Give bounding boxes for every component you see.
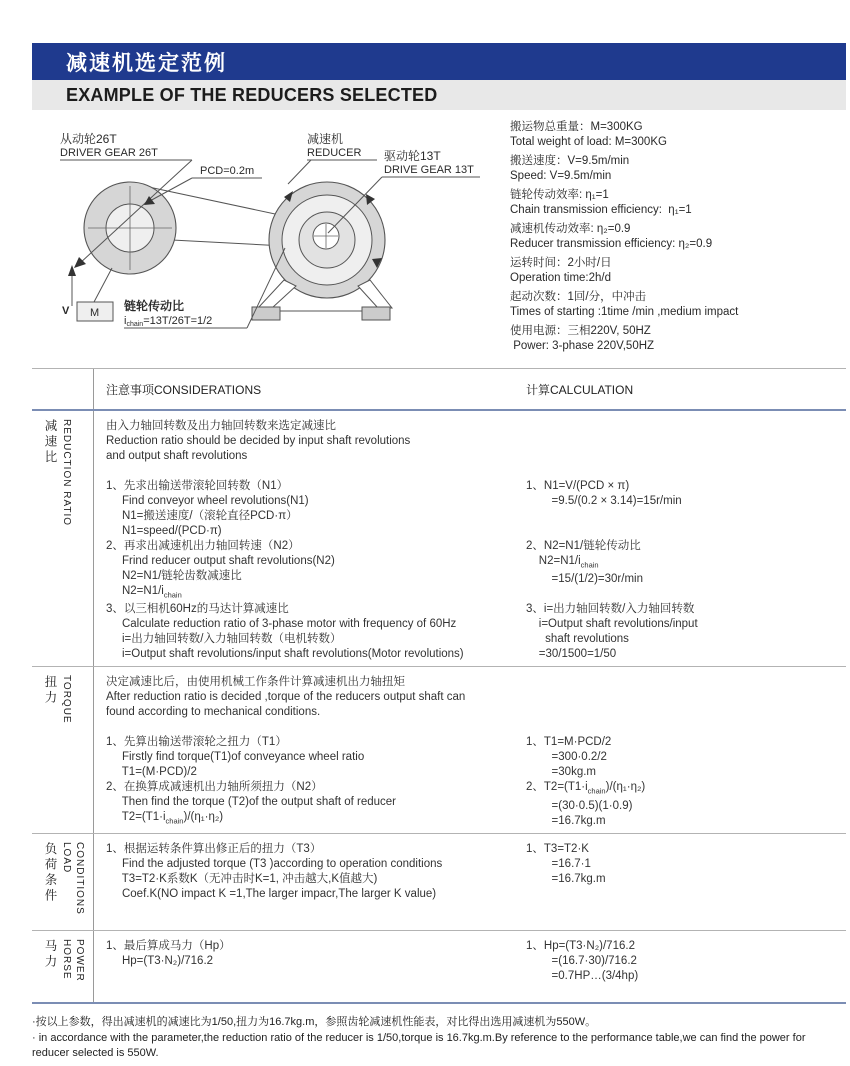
considerations-cell xyxy=(94,834,506,930)
reducer-foot-right xyxy=(362,307,390,320)
text-line: T1=(M·PCD)/2 xyxy=(106,766,197,779)
text-line: 3、i=出力轴回转数/入力轴回转数 xyxy=(526,603,695,616)
reducer-diagram xyxy=(32,118,510,364)
footnote-zh: ·按以上参数，得出减速机的减速比为1/50,扭力为16.7kg.m，参照齿轮减速机性能表，对比得出选用减速机为550W。 xyxy=(32,1015,597,1028)
page-subtitle-bar xyxy=(32,80,846,110)
text-line: Calculate reduction ratio of 3-phase motor with frequency of 60Hz xyxy=(106,618,457,631)
drive-gear-label-en: DRIVE GEAR 13T xyxy=(384,164,474,176)
section-label-en: TORQUE xyxy=(61,675,72,724)
text-line xyxy=(526,587,846,602)
selection-table xyxy=(32,368,846,1004)
text-line xyxy=(526,509,846,524)
diagram-wrap xyxy=(32,118,510,368)
section-label-en: POWER xyxy=(74,938,85,982)
text-line: $T2=(T1\cdot i_{chain})/(\eta_1\cdot\eta_2)$ xyxy=(106,811,224,826)
chain-ratio-label-zh: 链轮传动比 xyxy=(124,299,185,313)
driver-gear-label-zh: 从动轮26T xyxy=(60,132,117,146)
section-row-horse-power xyxy=(32,930,846,1002)
spec-zh-line: 搬运物总重量：M=300KG xyxy=(510,121,643,133)
section-label-torque xyxy=(32,667,94,832)
text-line: 1、先求出输送带滚轮回转数（N1） xyxy=(106,480,289,492)
text-line: 1、N1=V/(PCD × π) xyxy=(526,480,630,492)
text-line: $N2=N1/i_{chain}$ xyxy=(106,585,182,600)
text-line: 2、再求出减速机出力轴回转速（N2） xyxy=(106,540,300,552)
spec-en-line: Times of starting :1time /min ,medium impact xyxy=(510,306,739,318)
text-line xyxy=(526,449,846,464)
footnote xyxy=(32,1014,846,1061)
text-line xyxy=(106,720,506,735)
text-line: Frind reducer output shaft revolutions(N2) xyxy=(106,555,335,567)
section-label-reduction-ratio xyxy=(32,411,94,666)
text-line: N1=搬送速度/（滚轮直径PCD·π） xyxy=(106,510,298,522)
calculation-header: 计算CALCULATION xyxy=(526,382,634,397)
spec-zh-line: 使用电源：三相220V, 50HZ xyxy=(510,325,651,337)
reducer-housing xyxy=(269,182,385,298)
section-label-en: LOAD xyxy=(61,841,72,873)
table-header-label-cell xyxy=(32,369,94,409)
spec-item xyxy=(510,154,846,184)
text-line: 1、Hp=(T3·N₂)/716.2 xyxy=(526,939,635,952)
text-line: After reduction ratio is decided ,torque of the reducers output shaft can xyxy=(106,691,466,704)
text-line: T3=T2·K系数K（无冲击时K=1, 冲击越大,K值越大) xyxy=(106,872,378,885)
text-line: 1、根据运转条件算出修正后的扭力（T3） xyxy=(106,842,322,855)
text-line: Hp=(T3·N₂)/716.2 xyxy=(106,954,214,967)
text-line: 2、在换算成减速机出力轴所须扭力（N2） xyxy=(106,781,323,794)
text-line: i=Output shaft revolutions/input xyxy=(526,618,698,631)
spec-item xyxy=(510,188,846,218)
section-label-en: CONDITIONS xyxy=(74,841,85,915)
v-label: V xyxy=(62,305,70,317)
spec-en-line: Power: 3-phase 220V,50HZ xyxy=(510,340,655,352)
spec-en-line: Operation time:2h/d xyxy=(510,272,612,284)
pcd-label: PCD=0.2m xyxy=(200,165,255,177)
text-line: i=出力轴回转数/入力轴回转数（电机转数） xyxy=(106,633,342,646)
text-line: Then find the torque (T2)of the output shaft of reducer xyxy=(106,796,397,809)
section-label-zh: 扭力 xyxy=(43,675,57,707)
text-line xyxy=(526,705,846,720)
spec-en-line: Speed: V=9.5m/min xyxy=(510,170,612,182)
text-line: N2=N1/链轮齿数减速比 xyxy=(106,570,242,582)
text-line: 由入力轴回转数及出力轴回转数来选定减速比 xyxy=(106,420,336,432)
footnote-en: · in accordance with the parameter,the reduction ratio of the reducer is 1/50,torque is 16.7kg.m.By reference to the performance table,we can find the power for reducer selected is 550W. xyxy=(32,1031,806,1059)
text-line: 决定减速比后，由使用机械工作条件计算减速机出力轴扭矩 xyxy=(106,676,405,689)
considerations-header: 注意事项CONSIDERATIONS xyxy=(106,382,262,397)
page-subtitle: EXAMPLE OF THE REDUCERS SELECTED xyxy=(66,84,438,105)
text-line: shaft revolutions xyxy=(526,633,629,646)
leader-reducer xyxy=(288,160,311,184)
text-line: =15/(1/2)=30r/min xyxy=(526,573,643,586)
text-line: =30kg.m xyxy=(526,766,596,779)
text-line: 3、以三相机60Hz的马达计算减速比 xyxy=(106,603,289,616)
spec-item xyxy=(510,256,846,286)
spec-item xyxy=(510,290,846,320)
text-line xyxy=(526,434,846,449)
spec-zh-line: 链轮传动效率: η₁=1 xyxy=(510,189,609,201)
text-line: $N2=N1/i_{chain}$ xyxy=(526,555,599,570)
text-line: =(30·0.5)(1·0.9) xyxy=(526,799,633,812)
section-label-en: HORSE xyxy=(61,938,72,980)
text-line: 2、$T2=(T1\cdot i_{chain})/(\eta_1\cdot\eta_2)$ xyxy=(526,781,646,796)
spec-zh-line: 起动次数：1回/分，中冲击 xyxy=(510,291,647,303)
page-title-bar xyxy=(32,43,846,80)
text-line: =300·0.2/2 xyxy=(526,751,607,764)
driver-gear-label-en: DRIVER GEAR 26T xyxy=(60,147,158,159)
text-line: i=Output shaft revolutions/input shaft revolutions(Motor revolutions) xyxy=(106,648,464,661)
spec-item xyxy=(510,120,846,150)
text-line: 1、最后算成马力（Hp） xyxy=(106,939,231,952)
chain-ratio-formula: ichain=13T/26T=1/2 xyxy=(124,315,213,328)
load-assembly xyxy=(62,265,113,321)
calculation-cell xyxy=(506,834,846,930)
calculation-cell xyxy=(506,667,846,832)
m-label: M xyxy=(90,307,100,319)
spec-zh-line: 运转时间：2小时/日 xyxy=(510,257,612,269)
section-label-zh: 负荷条件 xyxy=(43,841,57,904)
spec-en-line: Chain transmission efficiency: η₁=1 xyxy=(510,204,692,216)
text-line: Coef.K(NO impact K =1,The larger impacr,The larger K value) xyxy=(106,887,437,900)
spec-zh-line: 减速机传动效率: η₂=0.9 xyxy=(510,223,631,235)
text-line xyxy=(526,720,846,735)
text-line xyxy=(106,464,506,479)
reducer-label-zh: 减速机 xyxy=(307,132,344,146)
text-line xyxy=(526,675,846,690)
section-label-zh: 马力 xyxy=(43,938,57,970)
spec-en-line: Total weight of load: M=300KG xyxy=(510,136,667,148)
text-line: Find conveyor wheel revolutions(N1) xyxy=(106,495,309,507)
spec-zh-line: 搬送速度：V=9.5m/min xyxy=(510,155,630,167)
text-line xyxy=(526,419,846,434)
calculation-cell xyxy=(506,931,846,1002)
driver-gear xyxy=(84,182,176,274)
section-label-en: REDUCTION RATIO xyxy=(61,419,72,527)
text-line: =0.7HP…(3/4hp) xyxy=(526,969,639,982)
considerations-cell xyxy=(94,411,506,666)
text-line: Find the adjusted torque (T3 )according to operation conditions xyxy=(106,857,443,870)
text-line xyxy=(526,690,846,705)
text-line: =30/1500=1/50 xyxy=(526,648,617,661)
section-row-torque xyxy=(32,666,846,832)
text-line: =16.7kg.m xyxy=(526,814,606,827)
section-label-load-conditions xyxy=(32,834,94,930)
spec-item xyxy=(510,324,846,354)
text-line xyxy=(526,464,846,479)
top-section xyxy=(32,118,846,368)
spec-item xyxy=(510,222,846,252)
spec-en-line: Reducer transmission efficiency: η₂=0.9 xyxy=(510,238,713,250)
text-line: Firstly find torque(T1)of conveyance wheel ratio xyxy=(106,751,365,764)
text-line: 1、T3=T2·K xyxy=(526,842,589,855)
text-line: =(16.7·30)/716.2 xyxy=(526,954,637,967)
text-line: 1、T1=M·PCD/2 xyxy=(526,736,612,749)
text-line: =9.5/(0.2 × 3.14)=15r/min xyxy=(526,495,682,507)
text-line: Reduction ratio should be decided by input shaft revolutions xyxy=(106,435,411,447)
text-line: 1、先算出输送带滚轮之扭力（T1） xyxy=(106,736,287,749)
considerations-cell xyxy=(94,667,506,832)
reducer-leg-right xyxy=(358,280,392,308)
reducer-label-en: REDUCER xyxy=(307,147,362,159)
section-label-zh: 减速比 xyxy=(43,419,57,466)
text-line: 2、N2=N1/链轮传动比 xyxy=(526,540,641,552)
table-body xyxy=(32,411,846,1002)
section-label-horse-power xyxy=(32,931,94,1002)
section-row-load-conditions xyxy=(32,833,846,930)
text-line: N1=speed/(PCD·π) xyxy=(106,525,222,537)
page-title: 减速机选定范例 xyxy=(66,51,227,75)
text-line: found according to mechanical conditions. xyxy=(106,706,321,719)
text-line xyxy=(526,524,846,539)
drive-gear-label-zh: 驱动轮13T xyxy=(384,149,441,163)
table-header-row xyxy=(32,369,846,411)
text-line: and output shaft revolutions xyxy=(106,450,248,462)
text-line: =16.7kg.m xyxy=(526,872,606,885)
section-row-reduction-ratio xyxy=(32,411,846,666)
calculation-cell xyxy=(506,411,846,666)
considerations-cell xyxy=(94,931,506,1002)
specs-list xyxy=(510,118,846,368)
text-line: =16.7·1 xyxy=(526,857,591,870)
